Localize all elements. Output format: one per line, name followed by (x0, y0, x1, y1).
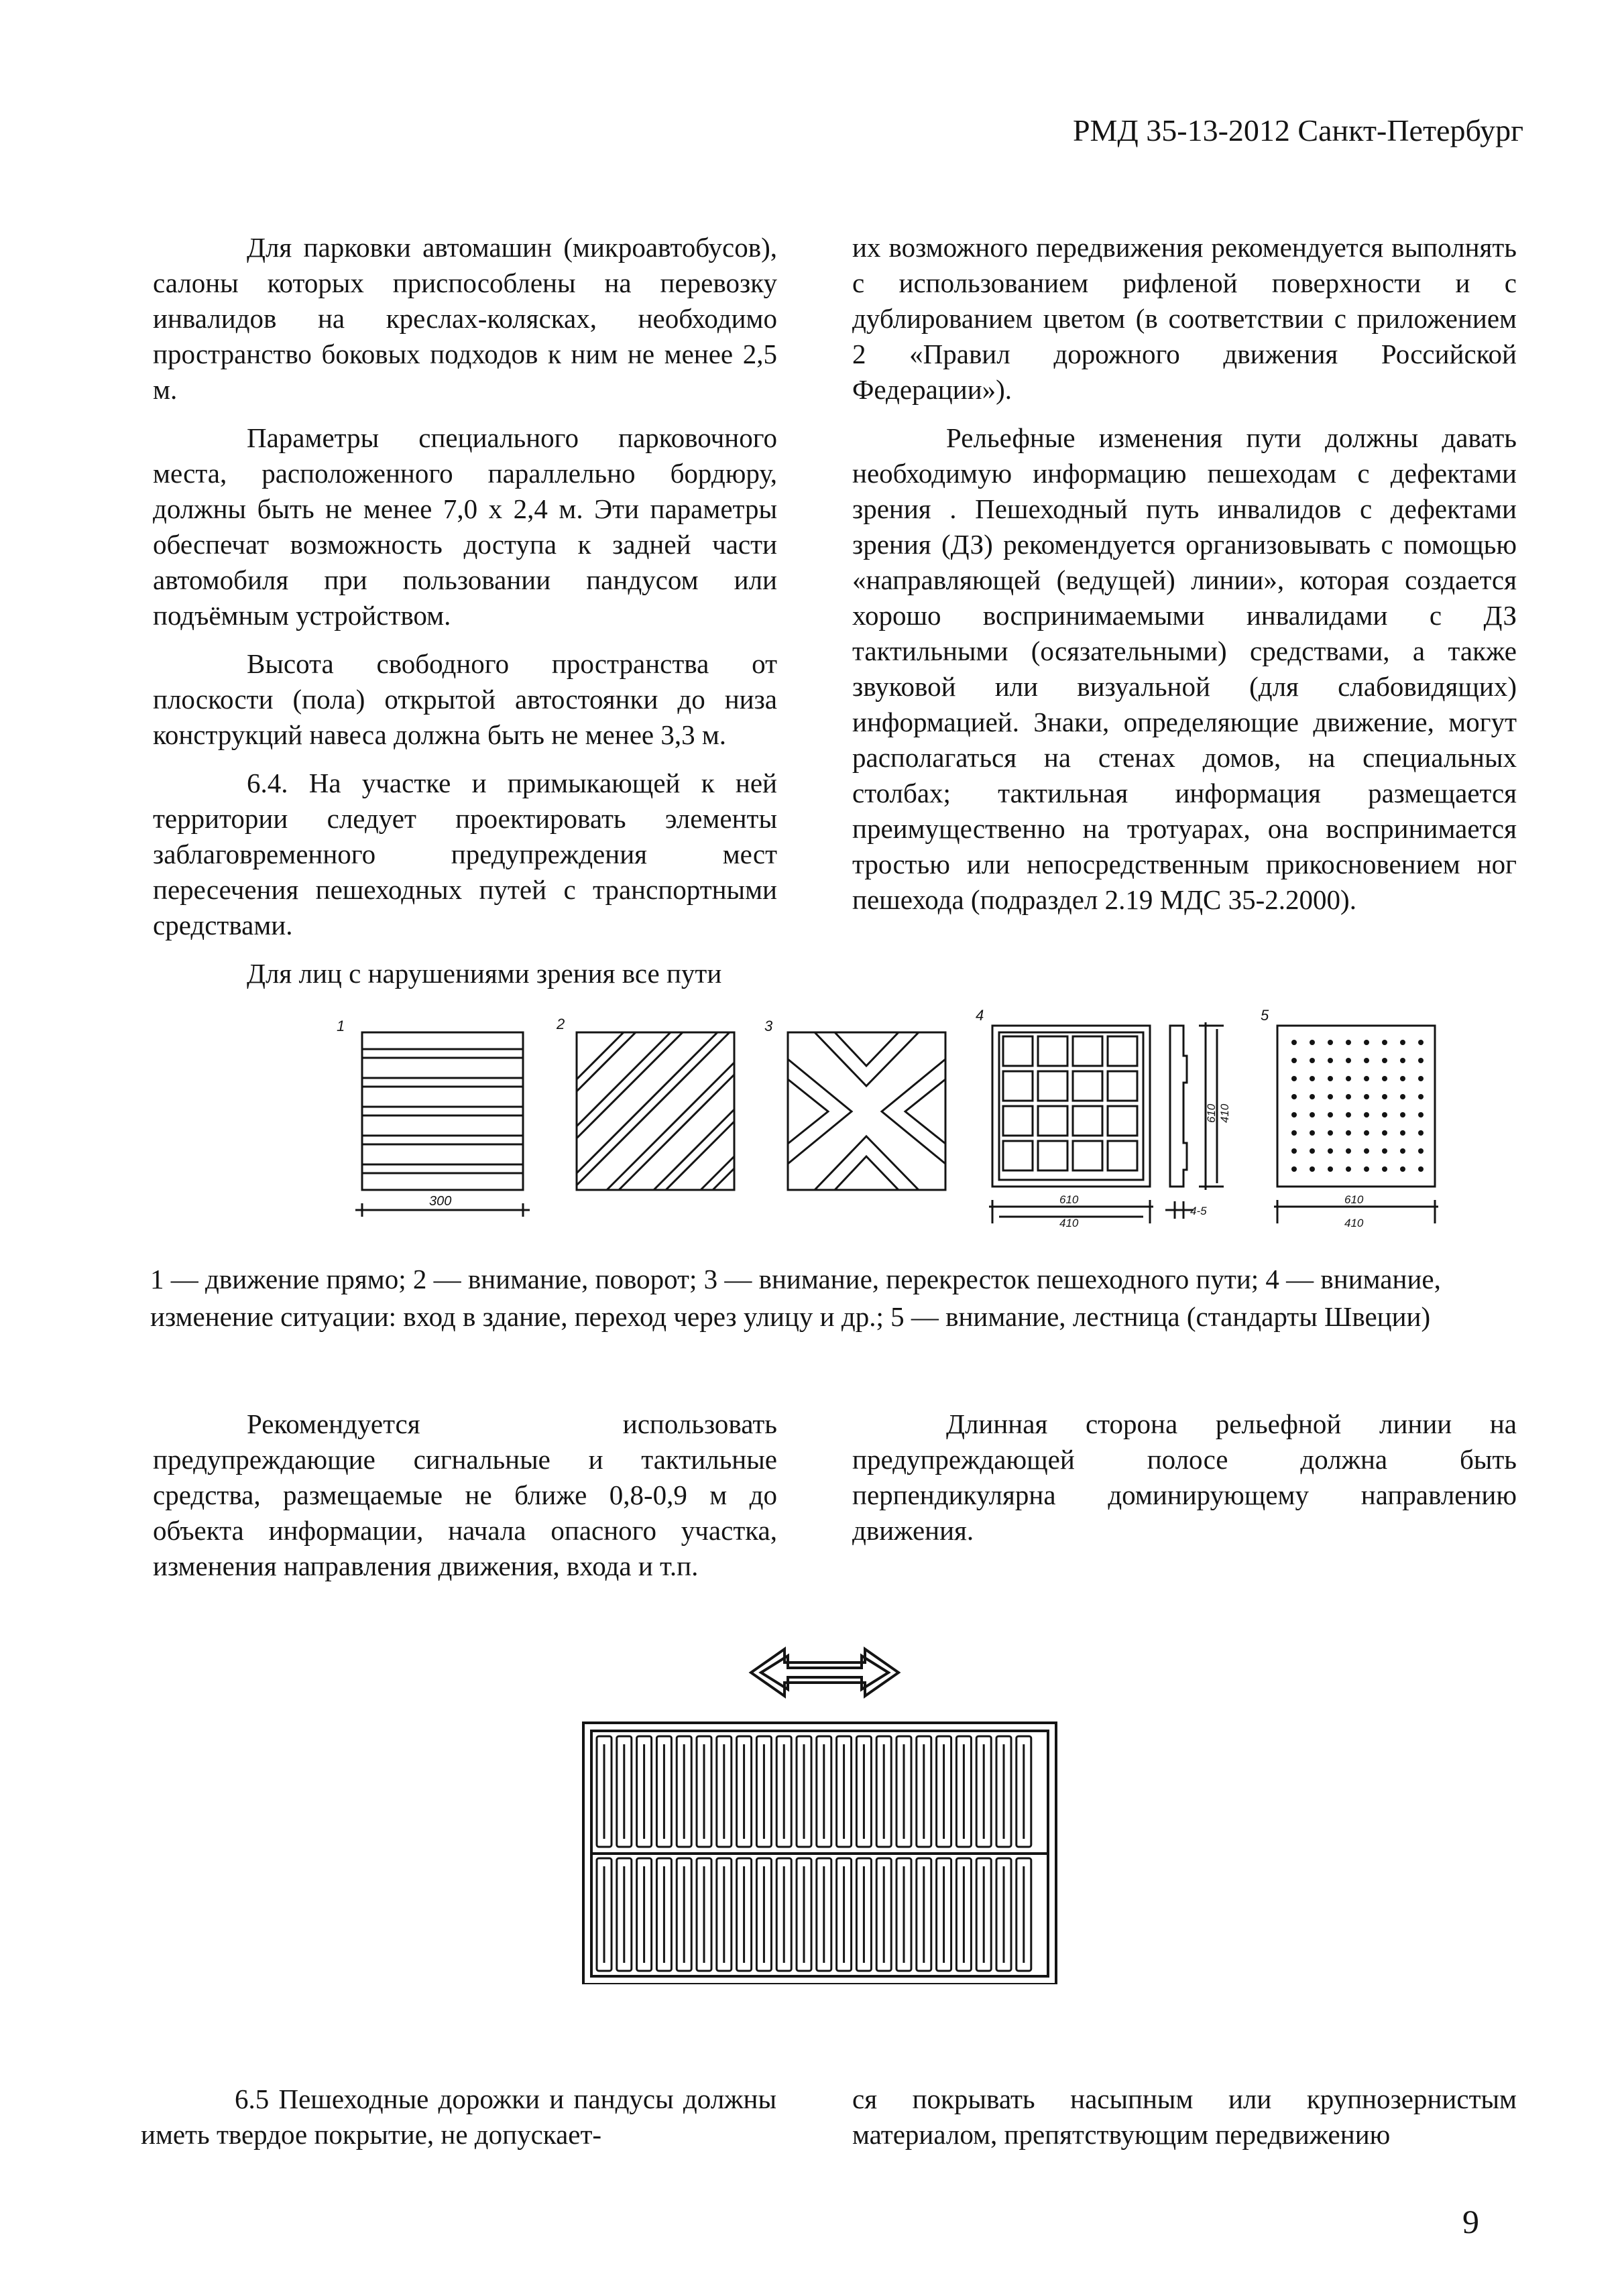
dimension-410-tile5: 410 (1344, 1217, 1364, 1229)
tactile-tiles-figure (322, 1006, 1489, 1233)
dimension-610-tile5: 610 (1344, 1193, 1364, 1206)
double-arrow-icon (751, 1649, 898, 1696)
page-header: РМД 35-13-2012 Санкт-Петербург (1072, 113, 1523, 147)
dimension-410: 410 (1059, 1217, 1079, 1229)
text-column-middle-left (153, 1406, 777, 1597)
paragraph: ся покрывать насыпным или крупнозернистым материалом, препятствующим передвижению (852, 2083, 1517, 2150)
tile-diagonal-stripes (577, 1032, 734, 1190)
dimension-4-5: 4-5 (1190, 1205, 1207, 1217)
paragraph: Рекомендуется использовать предупреждающие сигнальные и тактильные средства, размещаемые не ближе 0,8-0,9 м до объекта информации, начала опасного участка, изменения направления движения, входа и т.п. (153, 1408, 777, 1581)
text-column-middle-right (852, 1406, 1517, 1561)
paragraph: Для лиц с нарушениями зрения все пути (247, 958, 722, 989)
page-number: 9 (1462, 2203, 1479, 2240)
text-column-bottom-left (141, 2081, 776, 2165)
text-column-bottom-right (852, 2081, 1517, 2165)
figure-label-4: 4 (976, 1007, 984, 1024)
paragraph: их возможного передвижения рекомендуется выполнять с использованием рифленой поверхности и с дублированием цветом (в соответствии с приложением 2 «Правил дорожного движения Российской Федерации»). (852, 232, 1517, 405)
warning-strip-figure (563, 1636, 1126, 1984)
dimension-610: 610 (1059, 1193, 1079, 1206)
tile-crossing-chevrons (788, 1032, 945, 1190)
figure-label-5: 5 (1261, 1007, 1269, 1024)
dimension-610-vertical: 610 (1205, 1103, 1218, 1123)
paragraph: Для парковки автомашин (микроавтобусов), салоны которых приспособлены на перевозку инвалидов на креслах-колясках, необходимо пространство боковых подходов к ним не менее 2,5 м. (153, 232, 777, 405)
figure-label-1: 1 (337, 1018, 345, 1034)
tile-straight-stripes (355, 1032, 530, 1217)
paragraph: Рельефные изменения пути должны давать необходимую информацию пешеходам с дефектами зрения . Пешеходный путь инвалидов с дефектами зрения (ДЗ) рекомендуется организовывать с помощью «направляющей (ведущей) линии», которая создается хорошо воспринимаемыми инвалидами с ДЗ тактильными (осязательными) средствами, а также звуковой или визуальной (для слабовидящих) информацией. Знаки, определяющие движение, могут располагаться на стенах домов, на специальных столбах; тактильная информация размещается преимущественно на тротуарах, она воспринимается тростью или непосредственным прикосновением ног пешехода (подраздел 2.19 МДС 35-2.2000). (852, 422, 1517, 915)
paragraph: 6.4. На участке и примыкающей к ней территории следует проектировать элементы заблаговременного предупреждения мест пересечения пешеходных путей с транспортными средствами. (153, 768, 777, 941)
tile-square-grid (989, 1022, 1224, 1223)
dimension-410-vertical: 410 (1218, 1103, 1231, 1123)
paragraph: Параметры специального парковочного места, расположенного параллельно бордюру, должны быть не менее 7,0 х 2,4 м. Эти параметры обеспечат возможность доступа к задней части автомобиля при пользовании пандусом или подъёмным устройством. (153, 422, 777, 631)
figure-label-2: 2 (557, 1016, 565, 1032)
paragraph: Длинная сторона рельефной линии на предупреждающей полосе должна быть перпендикулярна доминирующему направлению движения. (852, 1408, 1517, 1546)
figure-label-3: 3 (764, 1018, 773, 1034)
figure-caption: 1 — движение прямо; 2 — внимание, поворот; 3 — внимание, перекресток пешеходного пути; 4 — внимание, изменение ситуации: вход в здание, переход через улицу и др.; 5 — внимание, лестница (стандарты Швеции) (150, 1264, 1441, 1332)
text-column-top-right (852, 230, 1517, 930)
dot-matrix-dots (1291, 1040, 1424, 1172)
text-column-top-left (153, 230, 777, 1004)
paragraph: 6.5 Пешеходные дорожки и пандусы должны иметь твердое покрытие, не допускает- (141, 2083, 776, 2150)
paragraph: Высота свободного пространства от плоскости (пола) открытой автостоянки до низа конструкций навеса должна быть не менее 3,3 м. (153, 648, 777, 750)
dimension-300: 300 (429, 1194, 452, 1209)
